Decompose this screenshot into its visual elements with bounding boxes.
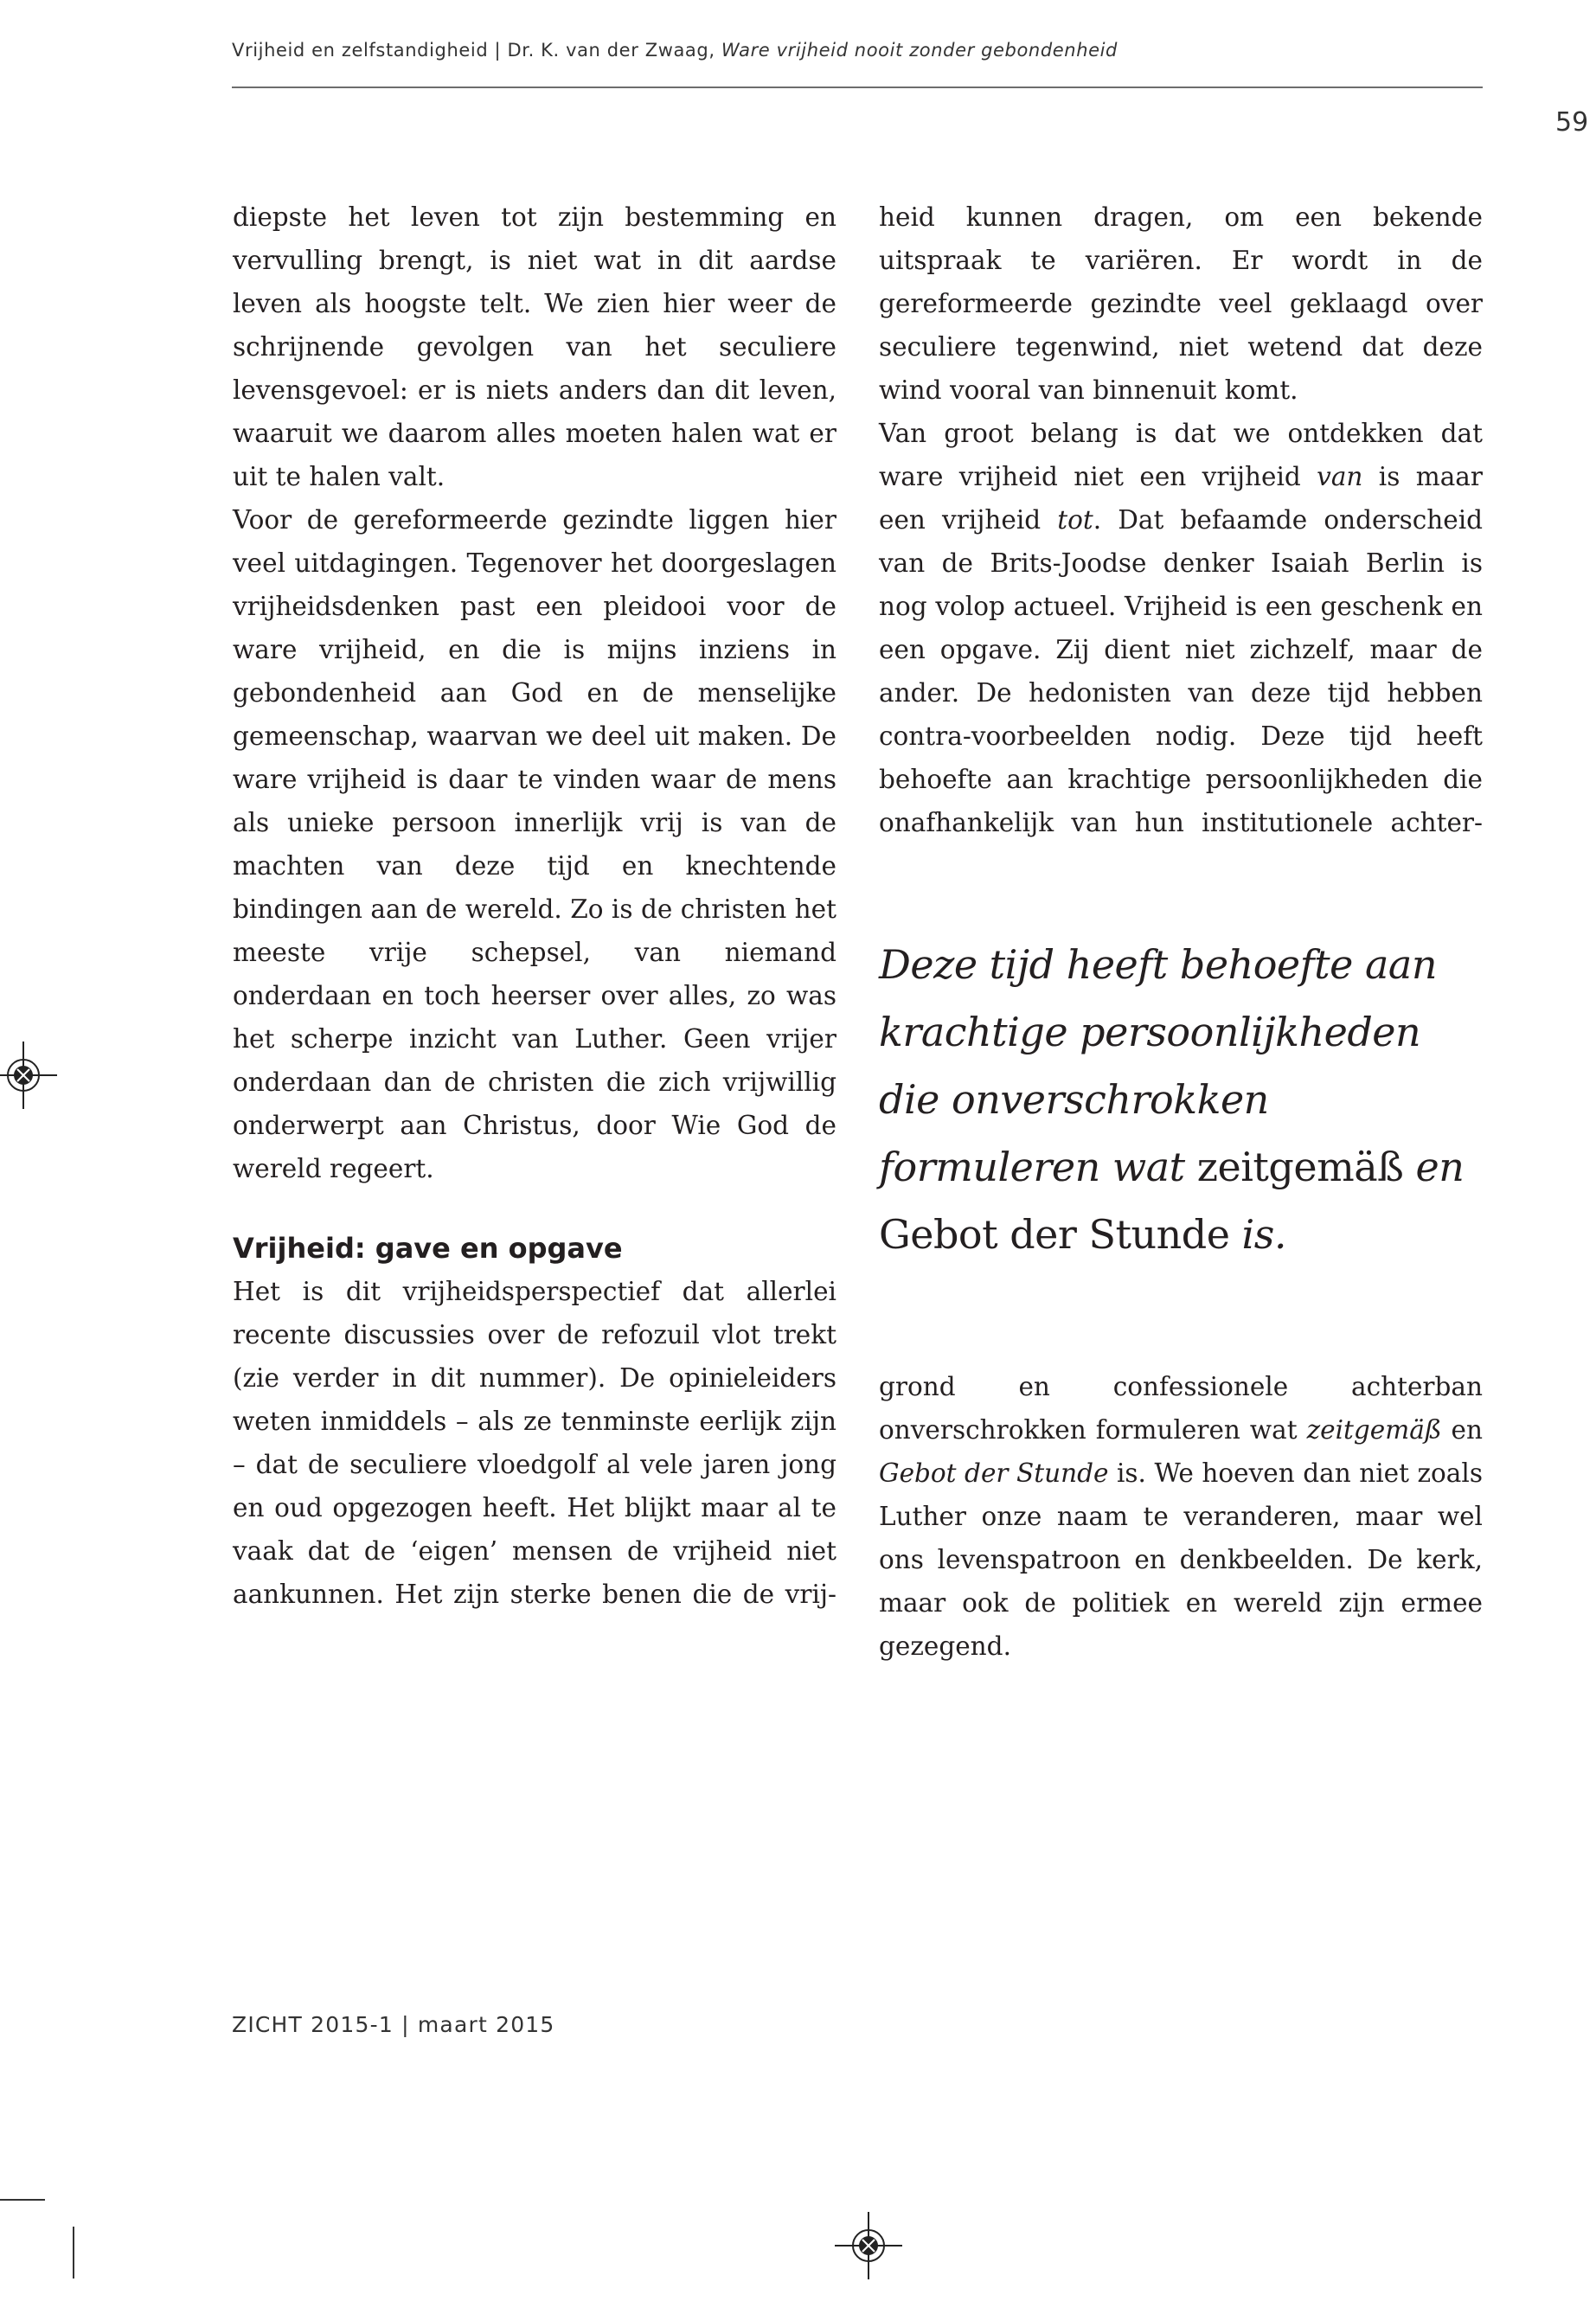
text-run: . Dat befaamde onderscheid van de Brits-Joodse denker Isaiah Berlin is nog volop actueel. Vrijheid is een geschenk en een opgave. Zij dient niet zichzelf, maar de ander. De hedonisten van deze tijd hebben contra-voorbeelden nodig. Deze tijd heeft behoefte aan krachtige persoonlijkheden die onafhankelijk van hun institutionele achter- <box>879 505 1484 837</box>
body-paragraph: Voor de gereformeerde gezindte liggen hier veel uitdagingen. Tegenover het doorgeslagen vrijheidsdenken past een pleidooi voor de ware vrijheid, en die is mijns inziens in gebondenheid aan God en de menselijke gemeenschap, waarvan we deel uit maken. De ware vrijheid is daar te vinden waar de mens als unieke persoon innerlijk vrij is van de machten van deze tijd en knechtende bindingen aan de wereld. Zo is de christen het meeste vrije schepsel, van niemand onderdaan en toch heerser over alles, zo was het scherpe inzicht van Luther. Geen vrijer onderdaan dan de christen die zich vrijwillig onderwerpt aan Christus, door Wie God de wereld regeert. <box>233 505 836 1183</box>
left-column <box>233 195 836 1616</box>
text-run: Van groot belang is dat we ontdekken dat ware vrijheid niet een vrijheid <box>879 419 1483 491</box>
text-run: is maar een vrijheid <box>879 462 1483 535</box>
registration-mark-icon <box>835 2212 902 2279</box>
emphasis-term: Gebot der Stunde <box>879 1458 1109 1488</box>
emphasis-van: van <box>1317 462 1363 491</box>
pull-quote-ending: is. <box>1241 1211 1286 1258</box>
emphasis-tot: tot <box>1057 505 1093 535</box>
section-heading: Vrijheid: gave en opgave <box>233 1232 623 1265</box>
body-paragraph: heid kunnen dragen, om een bekende uitspraak te variëren. Er wordt in de gereformeerde gezindte veel geklaagd over seculiere tegenwind, niet wetend dat deze wind vooral van binnenuit komt. <box>879 202 1483 405</box>
pull-quote <box>879 931 1483 1268</box>
body-paragraph: Het is dit vrijheidsperspectief dat allerlei recente discussies over de refozuil vlot trekt (zie verder in dit nummer). De opinieleiders weten inmiddels – als ze tenminste eerlijk zijn – dat de seculiere vloedgolf al vele jaren jong en oud opgezogen heeft. Het blijkt maar al te vaak dat de ‘eigen’ mensen de vrijheid niet aankunnen. Het zijn sterke benen die de vrij- <box>233 1277 836 1609</box>
footer-date: maart 2015 <box>417 2012 555 2037</box>
spacer <box>879 1268 1483 1365</box>
header-section: Vrijheid en zelfstandigheid <box>232 40 489 61</box>
right-column <box>879 195 1483 1668</box>
header-separator: | <box>494 40 502 61</box>
header-rule <box>232 87 1483 88</box>
header-article-title: Ware vrijheid nooit zonder gebondenheid <box>721 40 1118 61</box>
text-run: is. We hoeven dan niet zoals Luther onze naam te veranderen, maar wel ons levenspatroon en denkbeelden. De kerk, maar ook de politiek en wereld zijn ermee gezegend. <box>879 1458 1483 1661</box>
body-paragraph <box>879 1365 1483 1668</box>
registration-mark-icon <box>0 1042 57 1109</box>
pull-quote-term: Gebot der Stunde <box>879 1211 1230 1258</box>
running-header <box>232 40 1287 61</box>
footer-journal: ZICHT 2015-1 <box>232 2012 394 2037</box>
body-paragraph <box>879 412 1483 844</box>
text-run: en <box>1441 1415 1483 1445</box>
crop-mark <box>0 2199 45 2201</box>
pull-quote-term: zeitgemäß <box>1196 1144 1404 1190</box>
page-number: 59 <box>1555 107 1589 138</box>
pull-quote-connector: en <box>1415 1144 1465 1190</box>
page-footer <box>232 2012 555 2037</box>
crop-mark <box>73 2227 74 2279</box>
pull-quote-text: Deze tijd heeft behoefte aan krachtige persoonlijkheden die onverschrokken formuleren wat <box>879 941 1437 1190</box>
footer-separator: | <box>401 2012 410 2037</box>
emphasis-term: zeitgemäß <box>1306 1415 1442 1445</box>
text-run: grond en confessionele achterban onverschrokken formuleren wat <box>879 1372 1483 1445</box>
header-author: Dr. K. van der Zwaag, <box>507 40 715 61</box>
body-paragraph: diepste het leven tot zijn bestemming en vervulling brengt, is niet wat in dit aardse leven als hoogste telt. We zien hier weer de schrijnende gevolgen van het seculiere levensgevoel: er is niets anders dan dit leven, waaruit we daarom alles moeten halen wat er uit te halen valt. <box>233 202 836 491</box>
